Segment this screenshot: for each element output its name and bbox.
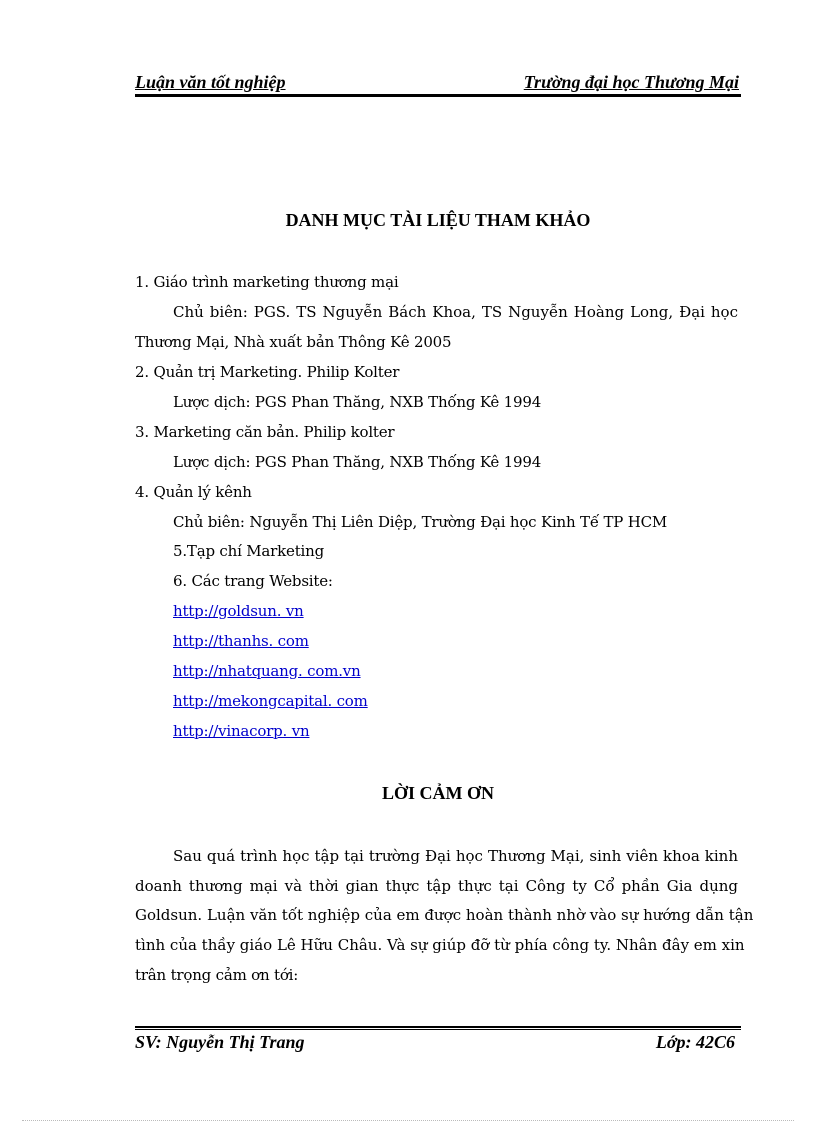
page-header xyxy=(135,72,741,95)
thanks-line-1: Sau quá trình học tập tại trường Đại học Thương Mại, sinh viên khoa kinh xyxy=(173,847,738,865)
header-rule xyxy=(135,95,741,97)
footer-rule-thin xyxy=(135,1029,741,1030)
website-link[interactable]: http://thanhs. com xyxy=(173,632,309,650)
ref-item-1-title: 1. Giáo trình marketing thương mại xyxy=(135,273,399,291)
thanks-line-4: tình của thầy giáo Lê Hữu Châu. Và sự giúp đỡ từ phía công ty. Nhân đây em xin xyxy=(135,936,745,954)
footer-student-name: SV: Nguyễn Thị Trang xyxy=(135,1032,305,1052)
thanks-line-5: trân trọng cảm ơn tới: xyxy=(135,966,299,984)
ref-item-3-title: 3. Marketing căn bản. Philip kolter xyxy=(135,423,395,441)
ref-item-1-line-2: Thương Mại, Nhà xuất bản Thông Kê 2005 xyxy=(135,333,452,351)
thanks-title: LỜI CẢM ƠN xyxy=(382,783,494,803)
website-link[interactable]: http://vinacorp. vn xyxy=(173,722,310,740)
ref-item-4-title: 4. Quản lý kênh xyxy=(135,483,252,501)
header-left-text: Luận văn tốt nghiệp xyxy=(135,72,286,92)
ref-item-4-detail: Chủ biên: Nguyễn Thị Liên Diệp, Trường Đại học Kinh Tế TP HCM xyxy=(173,513,668,531)
references-title: DANH MỤC TÀI LIỆU THAM KHẢO xyxy=(285,210,591,230)
ref-item-5: 5.Tạp chí Marketing xyxy=(173,542,324,560)
ref-item-3-detail: Lược dịch: PGS Phan Thăng, NXB Thống Kê 1994 xyxy=(173,453,542,471)
ref-item-2-title: 2. Quản trị Marketing. Philip Kolter xyxy=(135,363,400,381)
website-link[interactable]: http://mekongcapital. com xyxy=(173,692,368,710)
thanks-line-2: doanh thương mại và thời gian thực tập thực tại Công ty Cổ phần Gia dụng xyxy=(135,877,738,895)
header-right-text: Trường đại học Thương Mại xyxy=(523,72,739,92)
page-edge xyxy=(22,1120,794,1121)
thanks-line-3: Goldsun. Luận văn tốt nghiệp của em được hoàn thành nhờ vào sự hướng dẫn tận xyxy=(135,906,754,924)
ref-item-2-detail: Lược dịch: PGS Phan Thăng, NXB Thống Kê 1994 xyxy=(173,393,542,411)
page-footer xyxy=(135,1032,741,1056)
website-link[interactable]: http://goldsun. vn xyxy=(173,602,304,620)
footer-rule xyxy=(135,1026,741,1028)
website-link[interactable]: http://nhatquang. com.vn xyxy=(173,662,361,680)
ref-item-1-line-1: Chủ biên: PGS. TS Nguyễn Bách Khoa, TS Nguyễn Hoàng Long, Đại học xyxy=(173,303,738,321)
footer-class: Lớp: 42C6 xyxy=(655,1032,735,1052)
ref-item-6: 6. Các trang Website: xyxy=(173,572,333,590)
